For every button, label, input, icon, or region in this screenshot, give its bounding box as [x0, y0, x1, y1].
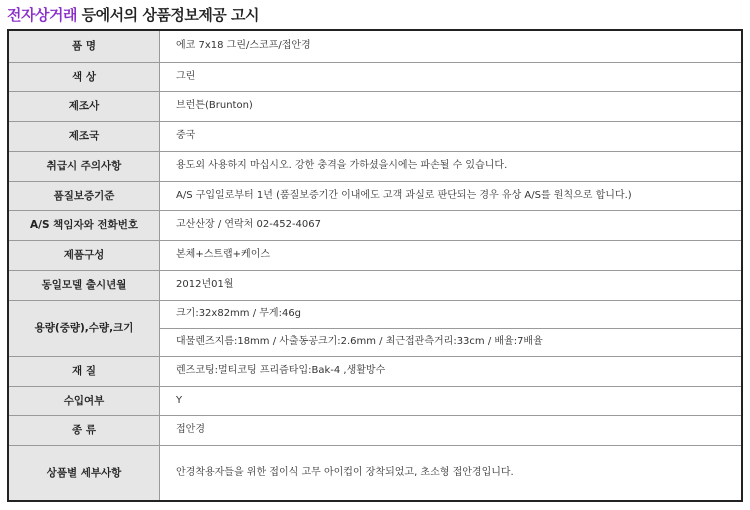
table-row — [8, 415, 742, 445]
row-label-import: 수입여부 — [8, 386, 160, 415]
row-label-type: 종 류 — [8, 415, 160, 445]
row-value-manufacturer: 브런튼(Brunton) — [160, 91, 743, 121]
product-info-table — [7, 29, 743, 502]
row-value-country: 중국 — [160, 121, 743, 151]
row-label-caution: 취급시 주의사항 — [8, 151, 160, 181]
row-value-caution: 용도외 사용하지 마십시오. 강한 충격을 가하셨을시에는 파손될 수 있습니다. — [160, 151, 743, 181]
table-row — [8, 91, 742, 121]
title-accent: 전자상거래 — [7, 6, 77, 24]
table-row — [8, 300, 742, 328]
table-row — [8, 62, 742, 91]
table-row — [8, 210, 742, 240]
title-rest: 등에서의 상품정보제공 고시 — [76, 6, 260, 24]
table-row — [8, 386, 742, 415]
row-value-as-contact: 고산산장 / 연락처 02-452-4067 — [160, 210, 743, 240]
table-row — [8, 270, 742, 300]
table-row — [8, 445, 742, 501]
row-value-components: 본체+스트랩+케이스 — [160, 240, 743, 270]
table-row — [8, 356, 742, 386]
row-value-import: Y — [160, 386, 743, 415]
row-value-release-date: 2012년01월 — [160, 270, 743, 300]
row-value-material: 렌즈코팅:멀티코팅 프리즘타입:Bak-4 ,생활방수 — [160, 356, 743, 386]
row-label-warranty: 품질보증기준 — [8, 181, 160, 210]
row-label-material: 재 질 — [8, 356, 160, 386]
row-value-product-name: 에코 7x18 그린/스코프/접안경 — [160, 30, 743, 62]
row-label-country: 제조국 — [8, 121, 160, 151]
row-value-size-1: 크기:32x82mm / 무게:46g — [160, 300, 743, 328]
row-label-components: 제품구성 — [8, 240, 160, 270]
page-title — [7, 4, 259, 26]
table-row — [8, 151, 742, 181]
row-label-color: 색 상 — [8, 62, 160, 91]
row-label-manufacturer: 제조사 — [8, 91, 160, 121]
row-label-as-contact: A/S 책임자와 전화번호 — [8, 210, 160, 240]
table-row — [8, 30, 742, 62]
row-value-warranty: A/S 구입일로부터 1년 (품질보증기간 이내에도 고객 과실로 판단되는 경우 유상 A/S를 원칙으로 합니다.) — [160, 181, 743, 210]
row-value-size-2: 대물렌즈지름:18mm / 사출동공크기:2.6mm / 최근접관측거리:33cm / 배율:7배율 — [160, 328, 743, 356]
row-label-size: 용량(중량),수량,크기 — [8, 300, 160, 356]
row-value-type: 접안경 — [160, 415, 743, 445]
table-row — [8, 240, 742, 270]
row-label-product-name: 품 명 — [8, 30, 160, 62]
table-row — [8, 181, 742, 210]
table-row — [8, 121, 742, 151]
row-value-color: 그린 — [160, 62, 743, 91]
row-label-release-date: 동일모델 출시년월 — [8, 270, 160, 300]
row-label-details: 상품별 세부사항 — [8, 445, 160, 501]
row-value-details: 안경착용자들을 위한 접이식 고무 아이컵이 장착되었고, 초소형 접안경입니다. — [160, 445, 743, 501]
